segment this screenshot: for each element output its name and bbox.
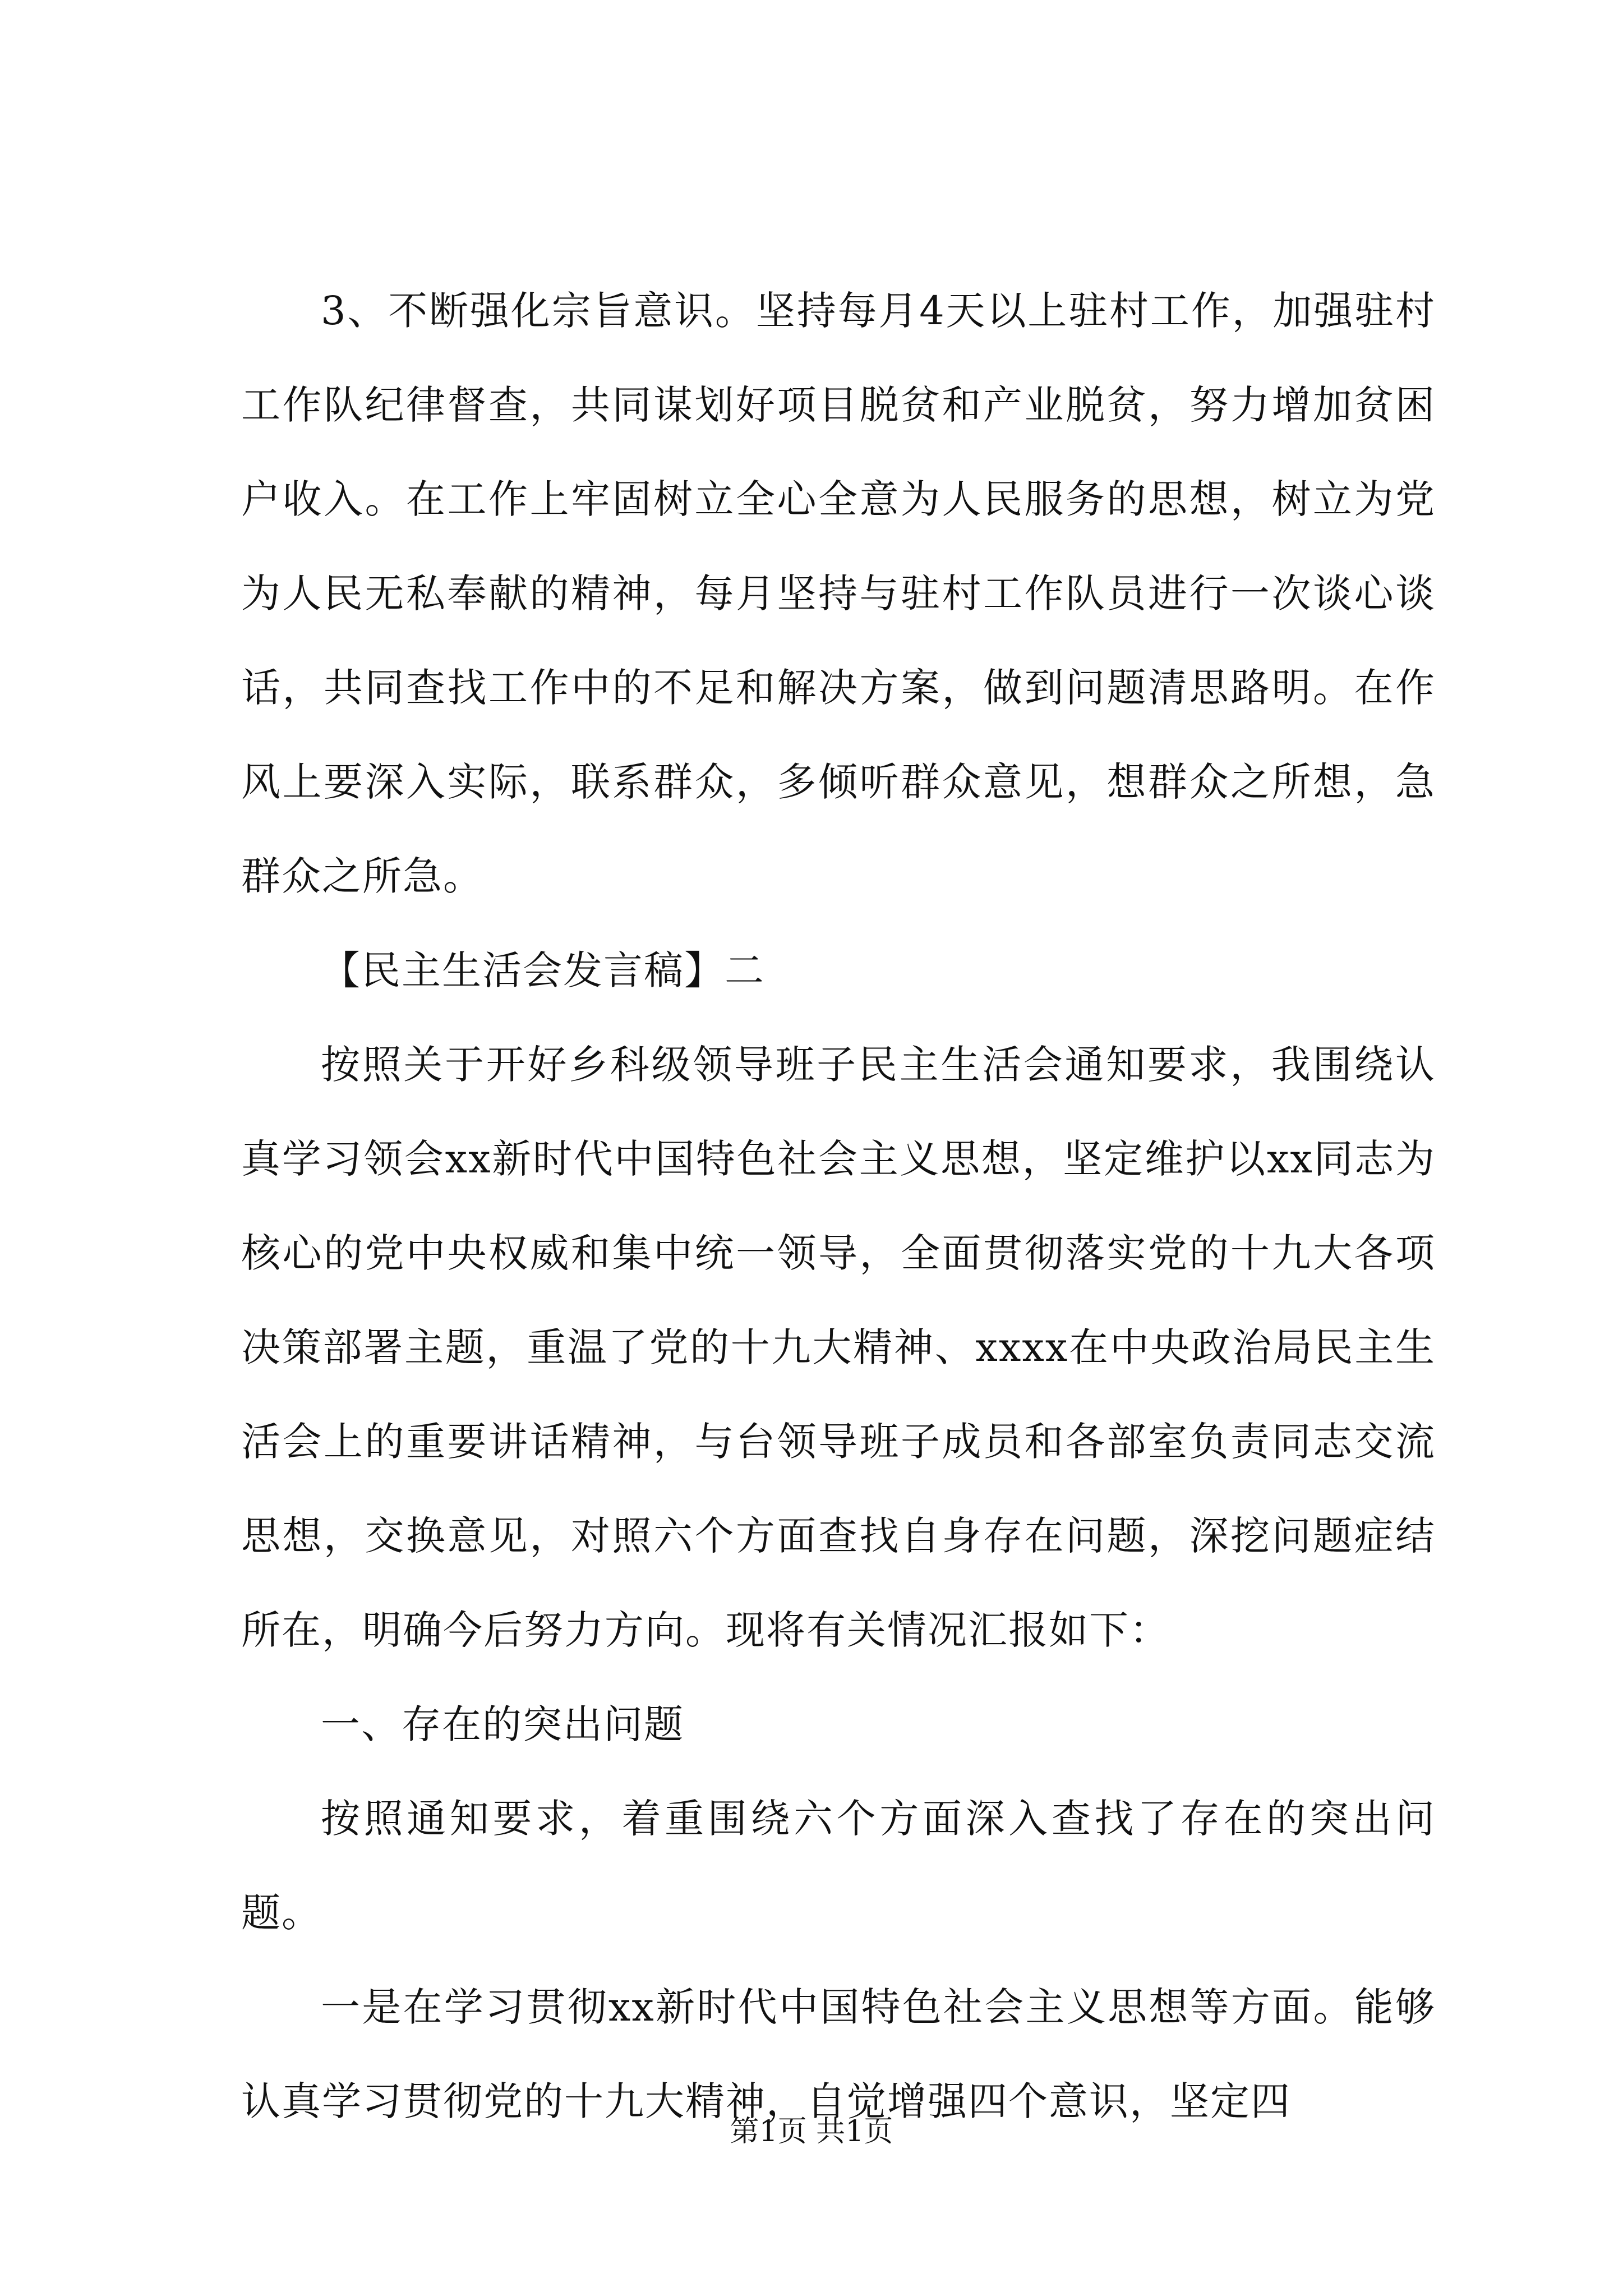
document-body [241, 264, 1436, 2148]
page-footer: 第1页 共1页 [730, 2115, 893, 2148]
paragraph-first-aspect: 一是在学习贯彻xx新时代中国特色社会主义思想等方面。能够认真学习贯彻党的十九大精神，自觉增强四个意识，坚定四 [241, 1984, 1436, 2124]
section-heading-speech-two: 【民主生活会发言稿】二 [321, 947, 765, 993]
paragraph-problem-search: 按照通知要求，着重围绕六个方面深入查找了存在的突出问题。 [241, 1796, 1436, 1936]
heading-outstanding-problems: 一、存在的突出问题 [321, 1701, 684, 1747]
paragraph-purpose-awareness: 3、不断强化宗旨意识。坚持每月4天以上驻村工作，加强驻村工作队纪律督查，共同谋划好项目脱贫和产业脱贫，努力增加贫困户收入。在工作上牢固树立全心全意为人民服务的思想，树立为党为人民无私奉献的精神，每月坚持与驻村工作队员进行一次谈心谈话，共同查找工作中的不足和解决方案，做到问题清思路明。在作风上要深入实际，联系群众，多倾听群众意见，想群众之所想，急群众之所急。 [241, 288, 1436, 899]
paragraph-introduction: 按照关于开好乡科级领导班子民主生活会通知要求，我围绕认真学习领会xx新时代中国特色社会主义思想，坚定维护以xx同志为核心的党中央权威和集中统一领导，全面贯彻落实党的十九大各项决策部署主题，重温了党的十九大精神、xxxx在中央政治局民主生活会上的重要讲话精神，与台领导班子成员和各部室负责同志交流思想，交换意见，对照六个方面查找自身存在问题，深挖问题症结所在，明确今后努力方向。现将有关情况汇报如下： [241, 1042, 1436, 1653]
